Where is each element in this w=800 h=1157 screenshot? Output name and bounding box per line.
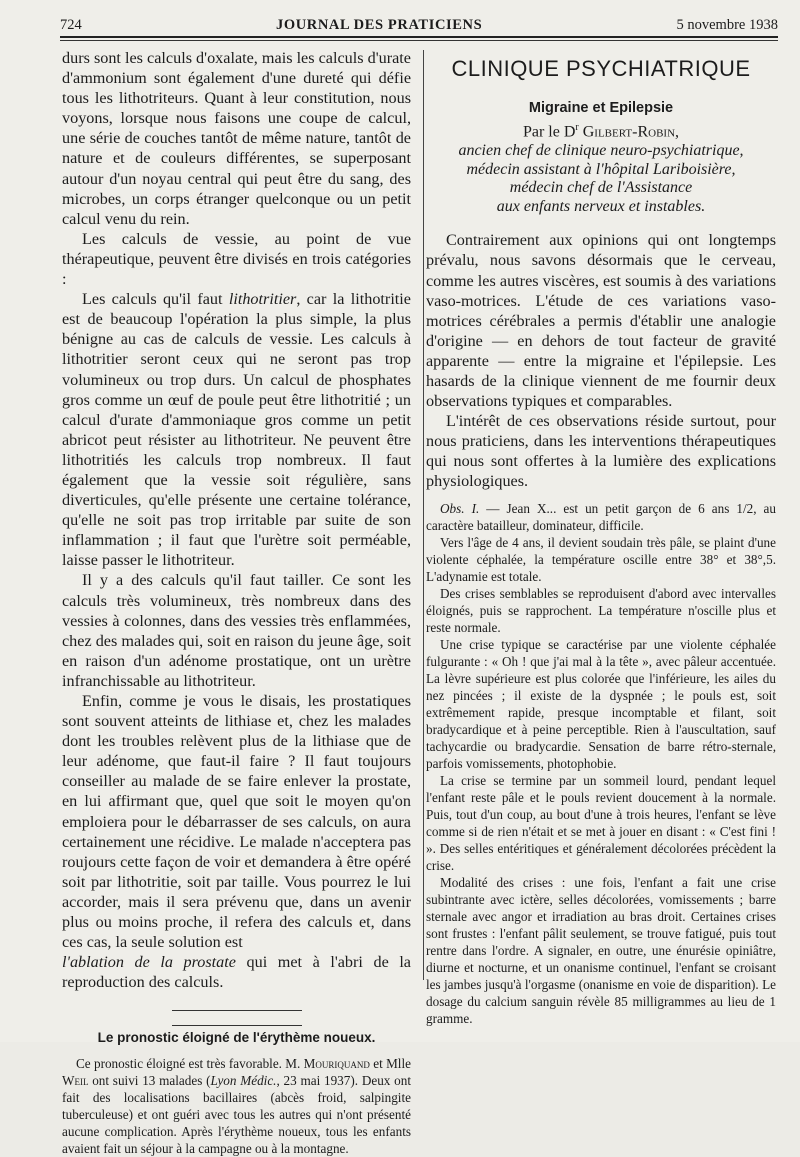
paragraph: durs sont les calculs d'oxalate, mais les calculs d'urate d'ammonium sont également d'une dureté qui défie tous les lithotriteurs. Quant à leur constitution, nous voyons, lorsque nous faisons une coupe de calcul, une série de couches tantôt de même nature, tantôt de nature et de couleurs différentes, se superposant autour d'un noyau central qui peut être du sang, des microbes, un corps étranger quelconque ou un petit calcul venu du rein. <box>62 49 411 228</box>
issue-date: 5 novembre 1938 <box>676 16 778 33</box>
right-column <box>426 56 776 1027</box>
article-section-title: CLINIQUE PSYCHIATRIQUE <box>451 56 751 81</box>
paragraph: Les calculs qu'il faut lithotritier, car la lithotritie est de beaucoup l'opération la plus simple, la plus bénigne au cas de calculs de vessie. Les calculs à lithotritier seront ceux qui ne seront pas trop volumineux ou trop durs. Un calcul de phosphates gros comme un œuf de poule peut être lithotritié ; un calcul d'urate d'ammoniaque gros comme un petit abricot peut résister au lithotriteur. Ne peuvent être lithotritiés les calculs trop nombreux. Il faut également que la vessie soit régulière, sans diverticules, qu'elle présente une certaine tolérance, qu'elle ne soit pas trop irritable par suite de son inflammation ; il faut que l'urètre soit perméable, laisse passer le lithotriteur. <box>62 290 411 570</box>
left-column <box>62 48 411 1157</box>
column-divider <box>423 50 424 980</box>
paragraph: Les calculs de vessie, au point de vue thérapeutique, peuvent être divisés en trois catégories : <box>62 229 411 289</box>
paragraph: L'intérêt de ces observations réside surtout, pour nous praticiens, dans les interventions thérapeutiques qui nous sont offertes à la lumière des explications physiologiques. <box>426 412 776 491</box>
author-affiliation: ancien chef de clinique neuro-psychiatrique, médecin assistant à l'hôpital Lariboisière, médecin chef de l'Assistance aux enfants nerveux et instables. <box>458 142 744 215</box>
paragraph: La crise se termine par un sommeil lourd, pendant lequel l'enfant reste pâle et le pouls revient doucement à la normale. Puis, tout d'un coup, au bout d'une à trois heures, l'enfant se lève comme si de rien n'était et se met à jouer en disant : « C'est fini ! ». Des selles entéritiques et généralement décolorées précèdent la crise. <box>426 772 776 873</box>
paragraph: Vers l'âge de 4 ans, il devient soudain très pâle, se plaint d'une violente céphalée, la température oscille entre 38° et 38°,5. L'adynamie est totale. <box>426 534 776 584</box>
section-separator <box>172 1010 302 1011</box>
paragraph: Des crises semblables se reproduisent d'abord avec intervalles éloignés, puis se rapprochent. La température n'oscille plus et reste normale. <box>426 585 776 635</box>
paragraph: Ce pronostic éloigné est très favorable. M. Mouriquand et Mlle Weil ont suivi 13 malades (Lyon Médic., 23 mai 1937). Deux ont fait des localisations bacillaires (abcès froid, salpingite tuberculeuse) et ont guéri avec tous les autres qui n'ont présenté aucune complication. Après l'érythème noueux, tous les enfants avaient fait un séjour à la campagne ou à la montagne. <box>62 1056 411 1157</box>
running-header <box>60 14 778 36</box>
paragraph: Enfin, comme je vous le disais, les prostatiques sont souvent atteints de lithiase et, chez les malades dont les troubles relèvent plus de la lithiase que de leur adénome, que faut-il faire ? Il faut toujours conseiller au malade de se faire enlever la prostate, en lui affirmant que, quel que soit le moyen qu'on emploiera pour le débarrasser de ses calculs, on aura certainement une récidive. Le malade n'acceptera pas roujours cette façon de voir et demandera à être opéré soit par lithotritie, soit par taille. Vous pourrez le lui accorder, mais il sera prévenu que, dans un avenir plus ou moins proche, il refera des calculs et, dans ces cas, la seule solution est <box>62 692 411 952</box>
section-separator-thin <box>172 1025 302 1026</box>
paragraph: Il y a des calculs qu'il faut tailler. Ce sont les calculs très volumineux, très nombreux dans des vessies à colonnes, dans des vessies très enflammées, chez des malades qui, soit en raison du jeune âge, soit en raison d'un adénome prostatique, ont un urètre infranchissable au lithotriteur. <box>62 571 411 690</box>
observation-heading: Obs. I. — Jean X... est un petit garçon de 6 ans 1/2, au caractère batailleur, dominateur, difficile. <box>426 500 776 533</box>
paragraph-end: l'ablation de la prostate qui met à l'abri de la reproduction des calculs. <box>62 953 411 992</box>
paragraph: Une crise typique se caractérise par une violente céphalée fulgurante : « Oh ! que j'ai mal à la tête », avec pâleur accentuée. La lèvre supérieure est plus colorée que l'inférieure, les ailes du nez pincées ; il existe de la dyspnée ; le pouls est, soit extrêmement rapide, presque incomptable et filant, soit bradycardique et à peine perceptible. Rien à l'auscultation, sauf tachycardie ou bradycardie. Sensation de barre rétro-sternale, parfois vomissements, photophobie. <box>426 636 776 771</box>
article-title: Migraine et Epilepsie <box>528 100 674 116</box>
header-rule-thin <box>60 40 778 41</box>
author-line: Par le $D^r$ Gilbert-Robin, <box>522 122 680 141</box>
paragraph: Contrairement aux opinions qui ont longtemps prévalu, nous savons désormais que le cerveau, comme les autres viscères, est soumis à des variations vaso-motrices. L'étude de ces variations vaso-motrices cérébrales a permis d'établir une analogie d'origine — en dehors de tout facteur de gravité apparente — entre la migraine et l'épilepsie. Les hasards de la clinique viennent de me fournir deux observations typiques et comparables. <box>426 231 776 411</box>
section-title: Le pronostic éloigné de l'érythème noueux. <box>97 1030 376 1046</box>
page-number: 724 <box>60 16 82 33</box>
header-rule <box>60 36 778 38</box>
paragraph: Modalité des crises : une fois, l'enfant a fait une crise subintrante avec ictère, selles décolorées, vomissements ; barre sternale avec angor et irradiation au bras droit. Certaines crises sont frustes : l'enfant pâlit seulement, se trouve fatigué, puis tout rentre dans l'ordre. A signaler, en outre, une énurésie opiniâtre, diurne et nocturne, et un onanisme continuel, l'enfant se croisant les jambes jusqu'à l'orgasme (onanisme en voie de disparition). Le dosage du calcium sanguin révèle 85 milligrammes au lieu de 1 gramme. <box>426 874 776 1026</box>
journal-title: JOURNAL DES PRATICIENS <box>275 16 483 33</box>
